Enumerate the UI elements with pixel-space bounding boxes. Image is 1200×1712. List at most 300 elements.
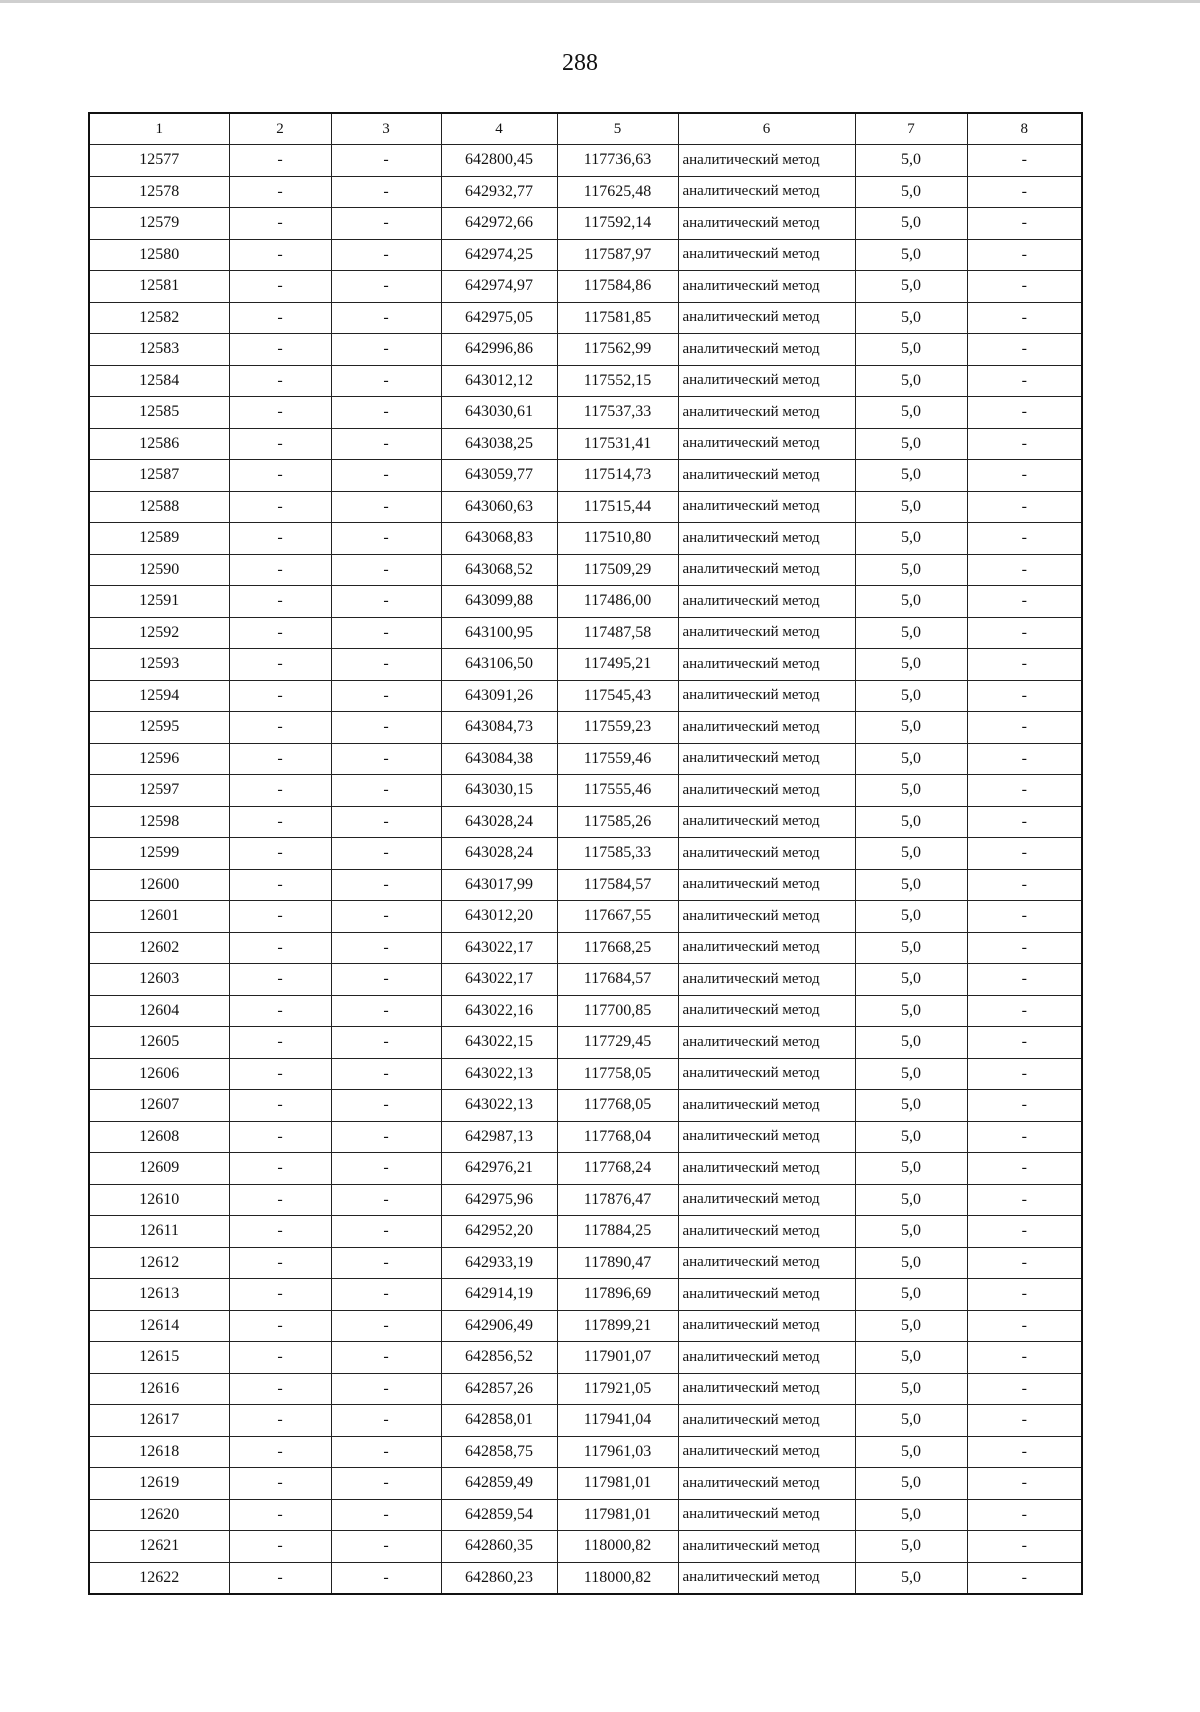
table-cell: 12584 (89, 365, 229, 397)
table-cell: - (229, 1468, 331, 1500)
table-row (89, 838, 1082, 870)
table-cell: аналитический метод (678, 838, 855, 870)
table-cell: - (967, 428, 1082, 460)
table-cell: аналитический метод (678, 775, 855, 807)
table-cell: 117890,47 (557, 1247, 678, 1279)
column-header: 7 (855, 113, 967, 145)
table-cell: - (331, 523, 441, 555)
table-cell: 642976,21 (441, 1153, 557, 1185)
table-cell: - (229, 1058, 331, 1090)
table-cell: 12608 (89, 1121, 229, 1153)
table-cell: 642987,13 (441, 1121, 557, 1153)
table-cell: 5,0 (855, 145, 967, 177)
table-cell: - (331, 1405, 441, 1437)
table-cell: - (331, 1153, 441, 1185)
table-cell: - (967, 145, 1082, 177)
table-cell: 642859,49 (441, 1468, 557, 1500)
table-cell: - (967, 1436, 1082, 1468)
table-cell: 643068,83 (441, 523, 557, 555)
table-cell: - (331, 271, 441, 303)
table-row (89, 806, 1082, 838)
table-cell: 117559,46 (557, 743, 678, 775)
table-cell: 5,0 (855, 1373, 967, 1405)
table-cell: 12593 (89, 649, 229, 681)
table-cell: - (229, 1310, 331, 1342)
table-cell: 12598 (89, 806, 229, 838)
table-cell: - (967, 712, 1082, 744)
table-cell: - (331, 1121, 441, 1153)
table-cell: - (967, 460, 1082, 492)
table-cell: 643022,15 (441, 1027, 557, 1059)
table-cell: 642856,52 (441, 1342, 557, 1374)
table-cell: 117509,29 (557, 554, 678, 586)
table-cell: - (229, 838, 331, 870)
table-cell: 5,0 (855, 649, 967, 681)
table-cell: 643106,50 (441, 649, 557, 681)
table-cell: 5,0 (855, 1531, 967, 1563)
table-cell: 117584,86 (557, 271, 678, 303)
table-cell: 12595 (89, 712, 229, 744)
table-cell: - (967, 1373, 1082, 1405)
table-cell: 5,0 (855, 365, 967, 397)
table-cell: - (967, 523, 1082, 555)
table-cell: аналитический метод (678, 1436, 855, 1468)
table-cell: - (229, 1405, 331, 1437)
table-cell: 117884,25 (557, 1216, 678, 1248)
column-header: 6 (678, 113, 855, 145)
table-cell: 12607 (89, 1090, 229, 1122)
table-cell: - (967, 239, 1082, 271)
table-cell: - (229, 1153, 331, 1185)
table-cell: 642974,97 (441, 271, 557, 303)
table-cell: 117514,73 (557, 460, 678, 492)
table-row (89, 1468, 1082, 1500)
table-cell: - (967, 1058, 1082, 1090)
table-cell: - (229, 1373, 331, 1405)
table-cell: - (331, 901, 441, 933)
table-cell: 642932,77 (441, 176, 557, 208)
table-row (89, 1027, 1082, 1059)
table-cell: - (967, 649, 1082, 681)
table-row (89, 1499, 1082, 1531)
table-cell: 12618 (89, 1436, 229, 1468)
table-cell: - (967, 680, 1082, 712)
table-cell: аналитический метод (678, 680, 855, 712)
table-cell: 12605 (89, 1027, 229, 1059)
table-cell: 12589 (89, 523, 229, 555)
table-cell: 12610 (89, 1184, 229, 1216)
table-cell: - (967, 176, 1082, 208)
table-cell: - (967, 1310, 1082, 1342)
table-cell: - (331, 586, 441, 618)
table-cell: аналитический метод (678, 239, 855, 271)
table-row (89, 428, 1082, 460)
table-cell: 5,0 (855, 1499, 967, 1531)
table-row (89, 145, 1082, 177)
table-cell: 12594 (89, 680, 229, 712)
table-cell: - (229, 712, 331, 744)
table-cell: - (967, 1153, 1082, 1185)
table-cell: - (967, 1247, 1082, 1279)
table-cell: 12582 (89, 302, 229, 334)
table-cell: аналитический метод (678, 271, 855, 303)
table-cell: 5,0 (855, 1279, 967, 1311)
table-cell: - (229, 932, 331, 964)
table-row (89, 680, 1082, 712)
table-cell: аналитический метод (678, 428, 855, 460)
table-cell: 117495,21 (557, 649, 678, 681)
table-row (89, 1058, 1082, 1090)
table-cell: 5,0 (855, 397, 967, 429)
table-cell: 117667,55 (557, 901, 678, 933)
table-cell: 642858,75 (441, 1436, 557, 1468)
table-cell: - (967, 869, 1082, 901)
table-cell: 117758,05 (557, 1058, 678, 1090)
table-row (89, 176, 1082, 208)
table-cell: - (331, 869, 441, 901)
table-cell: - (229, 1342, 331, 1374)
table-cell: - (229, 1027, 331, 1059)
table-cell: аналитический метод (678, 1279, 855, 1311)
table-row (89, 775, 1082, 807)
table-cell: - (967, 775, 1082, 807)
table-cell: аналитический метод (678, 1153, 855, 1185)
table-cell: 12606 (89, 1058, 229, 1090)
table-cell: 5,0 (855, 869, 967, 901)
table-cell: аналитический метод (678, 901, 855, 933)
table-row (89, 1562, 1082, 1594)
table-cell: 117592,14 (557, 208, 678, 240)
table-cell: 12596 (89, 743, 229, 775)
table-cell: аналитический метод (678, 586, 855, 618)
table-cell: 643012,12 (441, 365, 557, 397)
table-cell: - (229, 1090, 331, 1122)
table-cell: 5,0 (855, 964, 967, 996)
table-cell: 117921,05 (557, 1373, 678, 1405)
table-row (89, 1373, 1082, 1405)
table-cell: 117901,07 (557, 1342, 678, 1374)
table-row (89, 1216, 1082, 1248)
table-cell: - (331, 460, 441, 492)
table-cell: аналитический метод (678, 1468, 855, 1500)
table-cell: - (331, 964, 441, 996)
table-cell: - (229, 1216, 331, 1248)
table-row (89, 239, 1082, 271)
table-row (89, 271, 1082, 303)
table-cell: - (331, 1342, 441, 1374)
table-cell: 5,0 (855, 334, 967, 366)
table-row (89, 1405, 1082, 1437)
table-cell: 118000,82 (557, 1562, 678, 1594)
table-cell: - (967, 901, 1082, 933)
table-cell: 5,0 (855, 1090, 967, 1122)
table-cell: - (331, 334, 441, 366)
table-cell: аналитический метод (678, 1090, 855, 1122)
table-cell: 643068,52 (441, 554, 557, 586)
table-cell: аналитический метод (678, 1184, 855, 1216)
table-cell: 5,0 (855, 932, 967, 964)
table-cell: 643028,24 (441, 838, 557, 870)
table-cell: 5,0 (855, 1184, 967, 1216)
table-cell: - (331, 208, 441, 240)
table-row (89, 869, 1082, 901)
table-cell: аналитический метод (678, 712, 855, 744)
table-cell: 5,0 (855, 1247, 967, 1279)
table-cell: 5,0 (855, 460, 967, 492)
table-cell: - (331, 1499, 441, 1531)
table-cell: - (229, 397, 331, 429)
table-cell: аналитический метод (678, 1216, 855, 1248)
table-cell: - (331, 995, 441, 1027)
table-cell: - (967, 302, 1082, 334)
table-cell: 5,0 (855, 1058, 967, 1090)
table-cell: 5,0 (855, 680, 967, 712)
table-cell: 12577 (89, 145, 229, 177)
table-cell: аналитический метод (678, 365, 855, 397)
table-cell: аналитический метод (678, 649, 855, 681)
table-row (89, 1279, 1082, 1311)
table-cell: 643017,99 (441, 869, 557, 901)
table-cell: - (331, 838, 441, 870)
table-cell: - (331, 743, 441, 775)
table-cell: 117981,01 (557, 1468, 678, 1500)
table-cell: 5,0 (855, 491, 967, 523)
table-cell: аналитический метод (678, 1027, 855, 1059)
table-cell: - (331, 239, 441, 271)
table-cell: - (229, 176, 331, 208)
table-cell: 643091,26 (441, 680, 557, 712)
table-cell: 117981,01 (557, 1499, 678, 1531)
table-cell: - (229, 145, 331, 177)
table-row (89, 1247, 1082, 1279)
table-cell: 643099,88 (441, 586, 557, 618)
table-cell: аналитический метод (678, 1405, 855, 1437)
table-cell: 117559,23 (557, 712, 678, 744)
table-cell: - (967, 586, 1082, 618)
table-cell: 5,0 (855, 428, 967, 460)
table-row (89, 523, 1082, 555)
table-cell: 12620 (89, 1499, 229, 1531)
table-cell: 642972,66 (441, 208, 557, 240)
table-cell: 117537,33 (557, 397, 678, 429)
table-cell: аналитический метод (678, 397, 855, 429)
table-row (89, 1090, 1082, 1122)
table-row (89, 1184, 1082, 1216)
table-cell: - (331, 1531, 441, 1563)
table-cell: - (331, 491, 441, 523)
table-cell: 5,0 (855, 302, 967, 334)
table-cell: 12590 (89, 554, 229, 586)
table-cell: 12592 (89, 617, 229, 649)
table-row (89, 302, 1082, 334)
table-cell: 642952,20 (441, 1216, 557, 1248)
table-cell: 12621 (89, 1531, 229, 1563)
table-cell: 643022,17 (441, 964, 557, 996)
table-cell: 12622 (89, 1562, 229, 1594)
table-cell: 117587,97 (557, 239, 678, 271)
table-cell: - (331, 712, 441, 744)
table-cell: 5,0 (855, 554, 967, 586)
table-row (89, 649, 1082, 681)
table-cell: - (229, 1279, 331, 1311)
table-cell: 643084,73 (441, 712, 557, 744)
table-cell: 12603 (89, 964, 229, 996)
table-cell: 643060,63 (441, 491, 557, 523)
table-cell: 5,0 (855, 1027, 967, 1059)
table-cell: аналитический метод (678, 1531, 855, 1563)
table-cell: - (331, 145, 441, 177)
table-cell: 642914,19 (441, 1279, 557, 1311)
table-cell: - (229, 365, 331, 397)
column-header: 3 (331, 113, 441, 145)
table-cell: 5,0 (855, 586, 967, 618)
table-cell: 643059,77 (441, 460, 557, 492)
table-cell: 642975,05 (441, 302, 557, 334)
table-cell: - (967, 964, 1082, 996)
table-cell: - (331, 1058, 441, 1090)
table-cell: - (229, 1499, 331, 1531)
table-cell: 642974,25 (441, 239, 557, 271)
table-cell: - (331, 617, 441, 649)
table-row (89, 491, 1082, 523)
table-cell: 642975,96 (441, 1184, 557, 1216)
table-cell: 5,0 (855, 775, 967, 807)
table-cell: 117531,41 (557, 428, 678, 460)
table-cell: - (967, 617, 1082, 649)
table-cell: - (967, 1216, 1082, 1248)
table-cell: 117510,80 (557, 523, 678, 555)
table-cell: - (229, 1121, 331, 1153)
column-header: 2 (229, 113, 331, 145)
table-cell: - (229, 554, 331, 586)
table-row (89, 365, 1082, 397)
table-cell: - (229, 680, 331, 712)
table-cell: 117768,04 (557, 1121, 678, 1153)
table-cell: - (967, 1499, 1082, 1531)
table-cell: аналитический метод (678, 964, 855, 996)
table-row (89, 617, 1082, 649)
table-cell: 642800,45 (441, 145, 557, 177)
table-cell: 117876,47 (557, 1184, 678, 1216)
table-cell: 5,0 (855, 1342, 967, 1374)
table-cell: - (331, 932, 441, 964)
table-cell: 117899,21 (557, 1310, 678, 1342)
column-header: 1 (89, 113, 229, 145)
table-cell: - (967, 1027, 1082, 1059)
table-header-row (89, 113, 1082, 145)
table-cell: 12600 (89, 869, 229, 901)
table-cell: аналитический метод (678, 1562, 855, 1594)
table-cell: - (967, 554, 1082, 586)
table-cell: - (331, 1216, 441, 1248)
table-cell: 117562,99 (557, 334, 678, 366)
table-cell: 642857,26 (441, 1373, 557, 1405)
table-cell: - (967, 1468, 1082, 1500)
table-cell: - (331, 554, 441, 586)
table-cell: 12616 (89, 1373, 229, 1405)
table-cell: - (967, 838, 1082, 870)
table-cell: - (229, 1184, 331, 1216)
table-cell: - (229, 271, 331, 303)
table-cell: - (229, 523, 331, 555)
table-cell: 12612 (89, 1247, 229, 1279)
table-cell: 12599 (89, 838, 229, 870)
table-cell: - (229, 901, 331, 933)
table-cell: 117584,57 (557, 869, 678, 901)
table-cell: - (229, 1247, 331, 1279)
table-cell: 5,0 (855, 1436, 967, 1468)
table-cell: аналитический метод (678, 176, 855, 208)
table-cell: аналитический метод (678, 1342, 855, 1374)
table-cell: - (229, 460, 331, 492)
table-cell: аналитический метод (678, 932, 855, 964)
table-cell: - (967, 1405, 1082, 1437)
table-cell: - (967, 995, 1082, 1027)
table-row (89, 208, 1082, 240)
table-cell: аналитический метод (678, 302, 855, 334)
table-cell: 12588 (89, 491, 229, 523)
table-cell: 117729,45 (557, 1027, 678, 1059)
table-cell: 117585,26 (557, 806, 678, 838)
table-cell: - (331, 1562, 441, 1594)
table-cell: 5,0 (855, 1562, 967, 1594)
table-cell: 5,0 (855, 712, 967, 744)
table-cell: 5,0 (855, 995, 967, 1027)
table-cell: 12583 (89, 334, 229, 366)
table-cell: 12602 (89, 932, 229, 964)
table-cell: 5,0 (855, 1153, 967, 1185)
table-cell: - (967, 743, 1082, 775)
table-cell: 5,0 (855, 208, 967, 240)
table-cell: аналитический метод (678, 869, 855, 901)
table-cell: - (967, 208, 1082, 240)
table-cell: 12619 (89, 1468, 229, 1500)
table-cell: 117555,46 (557, 775, 678, 807)
table-cell: 642860,35 (441, 1531, 557, 1563)
table-cell: - (229, 743, 331, 775)
table-cell: - (331, 428, 441, 460)
table-cell: 642906,49 (441, 1310, 557, 1342)
table-cell: 643084,38 (441, 743, 557, 775)
table-cell: - (229, 1531, 331, 1563)
top-border-line (0, 0, 1200, 3)
table-cell: - (229, 806, 331, 838)
table-cell: аналитический метод (678, 1247, 855, 1279)
table-row (89, 712, 1082, 744)
table-cell: - (229, 586, 331, 618)
table-cell: 12604 (89, 995, 229, 1027)
table-cell: 643022,13 (441, 1058, 557, 1090)
table-cell: - (331, 1373, 441, 1405)
table-row (89, 586, 1082, 618)
table-cell: - (331, 775, 441, 807)
table-cell: - (967, 1184, 1082, 1216)
table-row (89, 1310, 1082, 1342)
table-cell: 5,0 (855, 806, 967, 838)
table-cell: - (967, 1279, 1082, 1311)
table-cell: 117581,85 (557, 302, 678, 334)
table-cell: - (967, 397, 1082, 429)
table-cell: - (967, 806, 1082, 838)
table-cell: 643012,20 (441, 901, 557, 933)
table-cell: 5,0 (855, 1216, 967, 1248)
table-cell: 5,0 (855, 901, 967, 933)
table-row (89, 1121, 1082, 1153)
table-row (89, 1153, 1082, 1185)
table-cell: - (229, 869, 331, 901)
table-cell: - (331, 1027, 441, 1059)
table-cell: аналитический метод (678, 995, 855, 1027)
